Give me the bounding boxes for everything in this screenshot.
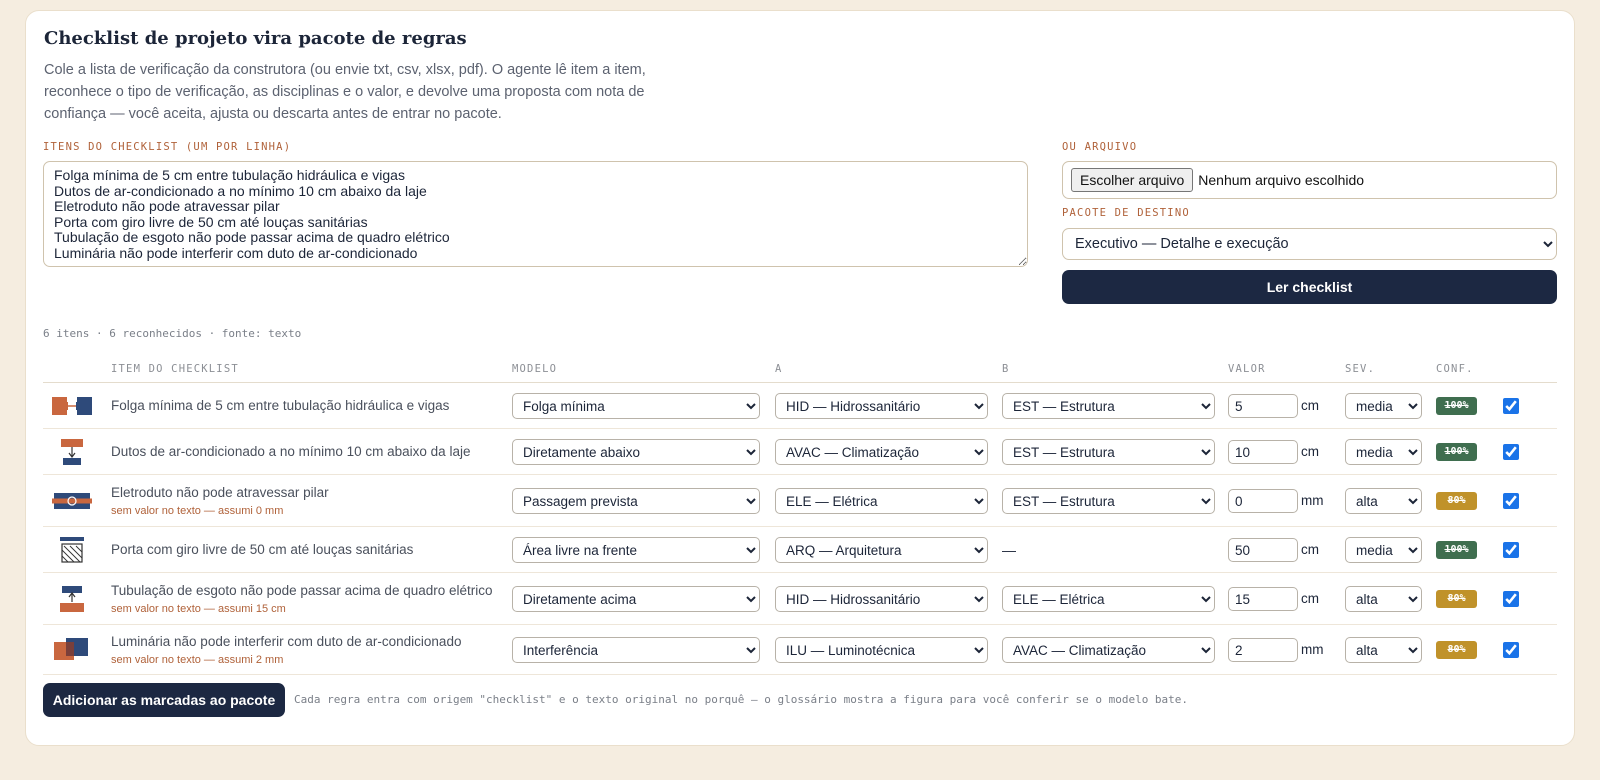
include-checkbox[interactable] (1503, 444, 1519, 460)
item-note: sem valor no texto — assumi 2 mm (111, 654, 284, 666)
item-note: sem valor no texto — assumi 0 mm (111, 505, 284, 517)
severity-select[interactable] (1345, 586, 1422, 612)
component-a-select[interactable] (775, 537, 988, 563)
gap-icon (52, 393, 92, 419)
confidence-badge: 100% (1436, 541, 1477, 559)
confidence-badge: 100% (1436, 397, 1477, 415)
read-checklist-button[interactable]: Ler checklist (1062, 270, 1557, 304)
unit-label: cm (1301, 398, 1319, 413)
severity-select[interactable] (1345, 537, 1422, 563)
model-select[interactable] (512, 586, 760, 612)
footer-note: Cada regra entra com origem "checklist" e o texto original no porquê — o glossário mostra a figura para você conferir se o modelo bate. (294, 693, 1189, 706)
header-item: ITEM DO CHECKLIST (111, 363, 239, 375)
component-b-select[interactable] (1002, 393, 1215, 419)
clear-area-icon (52, 537, 92, 563)
value-input[interactable] (1228, 489, 1298, 513)
value-input[interactable] (1228, 440, 1298, 464)
component-b-select[interactable] (1002, 439, 1215, 465)
add-to-package-button[interactable]: Adicionar as marcadas ao pacote (43, 683, 285, 717)
component-a-select[interactable] (775, 488, 988, 514)
unit-label: cm (1301, 444, 1319, 459)
pass-through-icon (52, 488, 92, 514)
unit-label: cm (1301, 542, 1319, 557)
confidence-badge: 80% (1436, 590, 1477, 608)
header-value: VALOR (1228, 363, 1266, 375)
model-select[interactable] (512, 393, 760, 419)
include-checkbox[interactable] (1503, 591, 1519, 607)
checklist-label: ITENS DO CHECKLIST (UM POR LINHA) (43, 141, 292, 153)
component-a-select[interactable] (775, 586, 988, 612)
page-title: Checklist de projeto vira pacote de regras (44, 28, 467, 49)
package-label: PACOTE DE DESTINO (1062, 207, 1190, 219)
table-row (43, 573, 1557, 625)
component-a-select[interactable] (775, 393, 988, 419)
component-a-select[interactable] (775, 637, 988, 663)
header-model: MODELO (512, 363, 558, 375)
unit-label: mm (1301, 493, 1324, 508)
include-checkbox[interactable] (1503, 493, 1519, 509)
rules-table (43, 355, 1557, 675)
component-b-select[interactable] (1002, 488, 1215, 514)
component-b-select[interactable] (1002, 586, 1215, 612)
value-input[interactable] (1228, 394, 1298, 418)
confidence-badge: 80% (1436, 492, 1477, 510)
severity-select[interactable] (1345, 637, 1422, 663)
file-input (1062, 161, 1557, 199)
item-text: Eletroduto não pode atravessar pilar (111, 485, 329, 500)
severity-select[interactable] (1345, 439, 1422, 465)
file-status: Nenhum arquivo escolhido (1198, 172, 1365, 188)
model-select[interactable] (512, 488, 760, 514)
table-row (43, 527, 1557, 573)
table-row (43, 383, 1557, 429)
summary-line: 6 itens · 6 reconhecidos · fonte: texto (43, 327, 302, 340)
item-text: Folga mínima de 5 cm entre tubulação hidráulica e vigas (111, 398, 450, 413)
model-select[interactable] (512, 637, 760, 663)
item-text: Luminária não pode interferir com duto de ar-condicionado (111, 634, 462, 649)
header-sev: SEV. (1345, 363, 1376, 375)
interference-icon (52, 637, 92, 663)
item-text: Tubulação de esgoto não pode passar acima de quadro elétrico (111, 583, 493, 598)
below-icon (52, 439, 92, 465)
severity-select[interactable] (1345, 488, 1422, 514)
file-label: OU ARQUIVO (1062, 141, 1138, 153)
table-body (43, 383, 1557, 675)
value-input[interactable] (1228, 587, 1298, 611)
table-row (43, 429, 1557, 475)
severity-select[interactable] (1345, 393, 1422, 419)
item-text: Dutos de ar-condicionado a no mínimo 10 cm abaixo da laje (111, 444, 471, 459)
confidence-badge: 80% (1436, 641, 1477, 659)
value-input[interactable] (1228, 638, 1298, 662)
package-select[interactable] (1062, 228, 1557, 260)
header-b: B (1002, 363, 1010, 375)
include-checkbox[interactable] (1503, 398, 1519, 414)
choose-file-button[interactable]: Escolher arquivo (1071, 168, 1193, 192)
value-input[interactable] (1228, 538, 1298, 562)
checklist-textarea[interactable] (43, 161, 1028, 267)
include-checkbox[interactable] (1503, 542, 1519, 558)
include-checkbox[interactable] (1503, 642, 1519, 658)
header-a: A (775, 363, 783, 375)
component-a-select[interactable] (775, 439, 988, 465)
table-row (43, 475, 1557, 527)
component-b-select[interactable] (1002, 637, 1215, 663)
model-select[interactable] (512, 439, 760, 465)
checklist-card (25, 10, 1575, 746)
table-header (43, 355, 1557, 383)
component-b-empty: — (1002, 542, 1016, 558)
item-note: sem valor no texto — assumi 15 cm (111, 603, 286, 615)
confidence-badge: 100% (1436, 443, 1477, 461)
page-description: Cole a lista de verificação da construtora (ou envie txt, csv, xlsx, pdf). O agente lê item a item, reconhece o tipo de verificação, as disciplinas e o valor, e devolve uma proposta com nota de confiança — você aceita, ajusta ou descarta antes de entrar no pacote. (44, 62, 646, 122)
item-text: Porta com giro livre de 50 cm até louças sanitárias (111, 542, 414, 557)
unit-label: mm (1301, 642, 1324, 657)
above-icon (52, 586, 92, 612)
header-conf: CONF. (1436, 363, 1474, 375)
model-select[interactable] (512, 537, 760, 563)
table-row (43, 625, 1557, 675)
unit-label: cm (1301, 591, 1319, 606)
